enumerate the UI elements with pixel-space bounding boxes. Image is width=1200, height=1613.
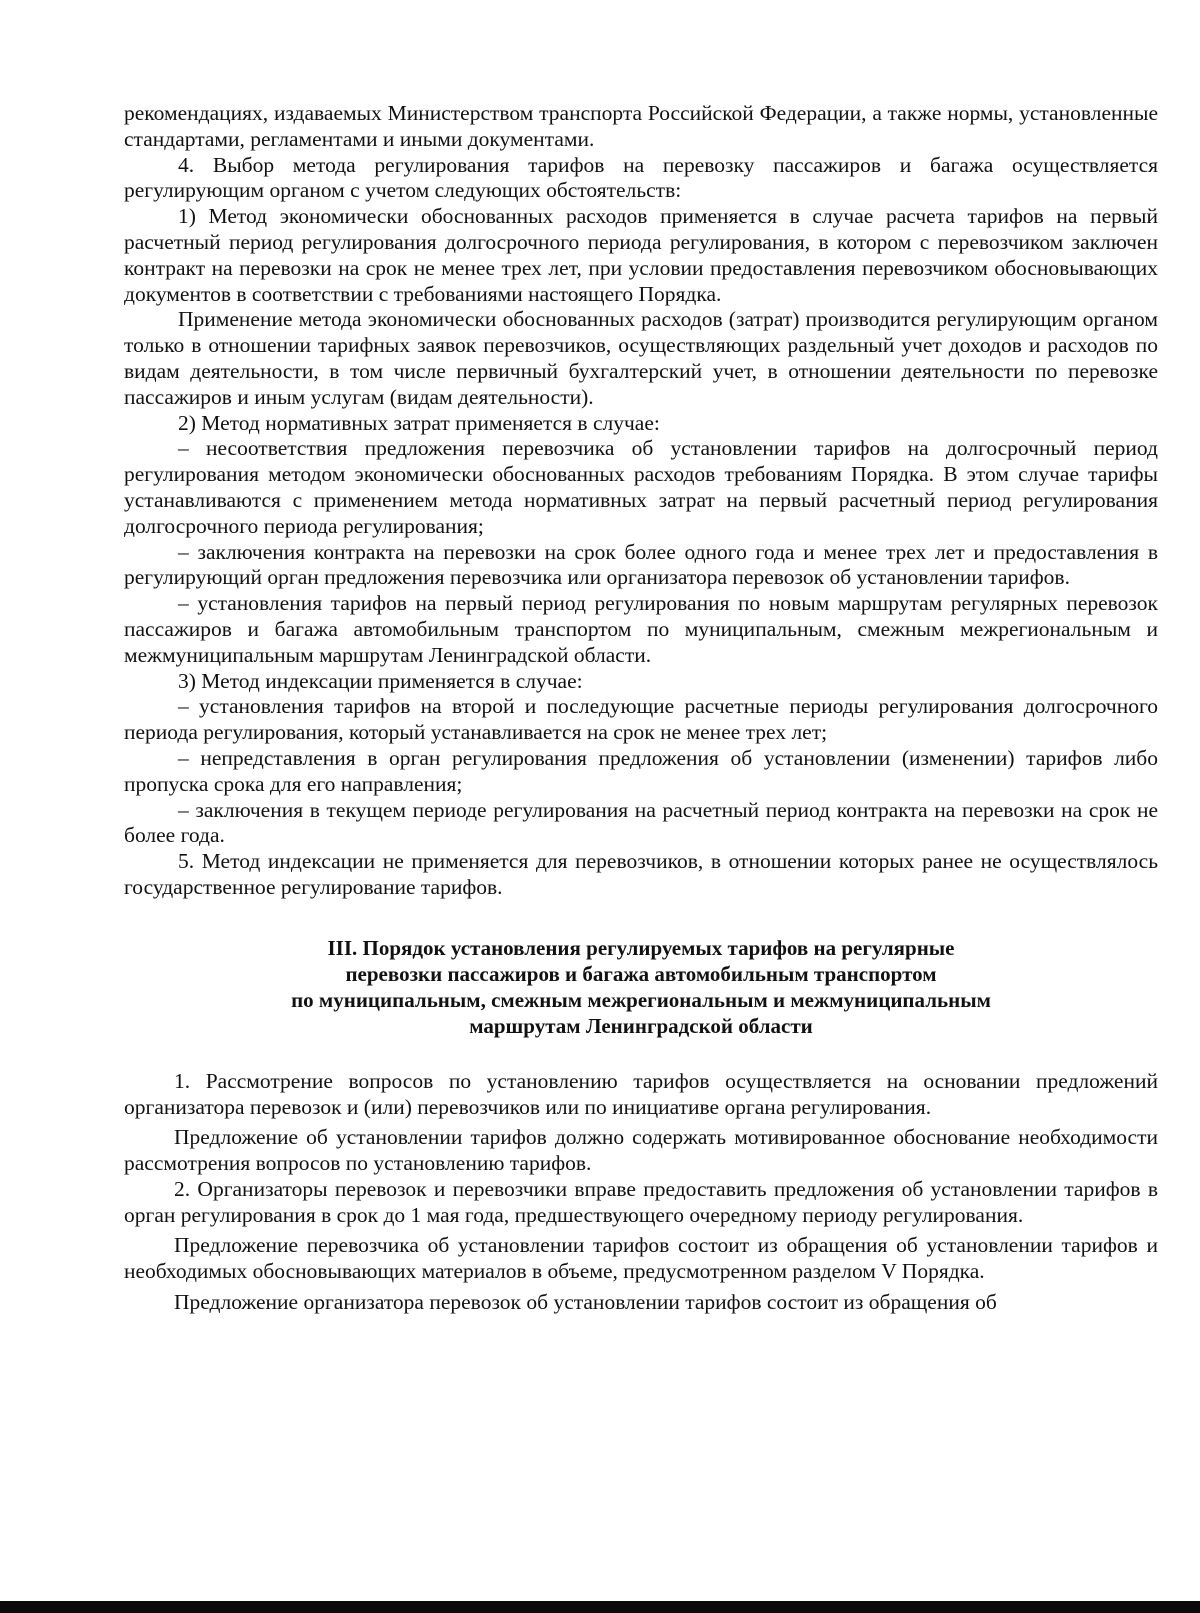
section-heading-line: перевозки пассажиров и багажа автомобильным транспортом	[345, 961, 937, 986]
paragraph: Применение метода экономически обоснованных расходов (затрат) производится регулирующим органом только в отношении тарифных заявок перевозчиков, осуществляющих раздельный учет доходов и расходов по видам деятельности, в том числе первичный бухгалтерский учет, в отношении деятельности по перевозке пассажиров и иным услугам (видам деятельности).	[124, 307, 1158, 409]
section-heading-line: по муниципальным, смежным межрегиональным и межмуниципальным	[291, 987, 991, 1012]
paragraph: рекомендациях, издаваемых Министерством транспорта Российской Федерации, а также нормы, установленные стандартами, регламентами и иными документами.	[124, 101, 1158, 151]
paragraph: 4. Выбор метода регулирования тарифов на перевозку пассажиров и багажа осуществляется регулирующим органом с учетом следующих обстоятельств:	[124, 152, 1158, 203]
paragraph: 1) Метод экономически обоснованных расходов применяется в случае расчета тарифов на первый расчетный период регулирования долгосрочного периода регулирования, в котором с перевозчиком заключен контракт на перевозки на срок не менее трех лет, при условии предоставления перевозчиком обосновывающих документов в соответствии с требованиями настоящего Порядка.	[124, 204, 1158, 306]
paragraph: 2) Метод нормативных затрат применяется в случае:	[178, 410, 660, 435]
document-page	[124, 101, 1158, 1316]
paragraph: 2. Организаторы перевозок и перевозчики вправе предоставить предложения об установлении тарифов в орган регулирования в срок до 1 мая года, предшествующего очередному периоду регулирования.	[124, 1176, 1158, 1227]
paragraph: – заключения контракта на перевозки на срок более одного года и менее трех лет и предоставления в регулирующий орган предложения перевозчика или организатора перевозок об установлении тарифов.	[124, 539, 1158, 590]
paragraph: – несоответствия предложения перевозчика об установлении тарифов на долгосрочный период регулирования методом экономически обоснованных расходов требованиям Порядка. В этом случае тарифы устанавливаются с применением метода нормативных затрат на первый расчетный период регулирования долгосрочного периода регулирования;	[124, 436, 1158, 538]
paragraph: Предложение об установлении тарифов должно содержать мотивированное обоснование необходимости рассмотрения вопросов по установлению тарифов.	[124, 1125, 1158, 1176]
paragraph: 1. Рассмотрение вопросов по установлению тарифов осуществляется на основании предложений организатора перевозок и (или) перевозчиков или по инициативе органа регулирования.	[124, 1068, 1158, 1119]
section-heading	[124, 935, 1158, 1039]
paragraph: – заключения в текущем периоде регулирования на расчетный период контракта на перевозки на срок не более года.	[124, 797, 1158, 848]
section-heading-line: III. Порядок установления регулируемых тарифов на регулярные	[327, 935, 955, 960]
scan-edge-bar	[0, 1601, 1200, 1613]
paragraph: 5. Метод индексации не применяется для перевозчиков, в отношении которых ранее не осуществлялось государственное регулирование тарифов.	[124, 849, 1158, 899]
paragraph: – непредставления в орган регулирования предложения об установлении (изменении) тарифов либо пропуска срока для его направления;	[124, 745, 1158, 796]
paragraph: – установления тарифов на второй и последующие расчетные периоды регулирования долгосрочного периода регулирования, который устанавливается на срок не менее трех лет;	[124, 694, 1158, 745]
section-heading-line: маршрутам Ленинградской области	[469, 1013, 813, 1038]
paragraph: 3) Метод индексации применяется в случае:	[178, 668, 583, 693]
paragraph: Предложение организатора перевозок об установлении тарифов состоит из обращения об	[174, 1290, 997, 1315]
paragraph: – установления тарифов на первый период регулирования по новым маршрутам регулярных перевозок пассажиров и багажа автомобильным транспортом по муниципальным, смежным межрегиональным и межмуниципальным маршрутам Ленинградской области.	[124, 591, 1158, 667]
paragraph: Предложение перевозчика об установлении тарифов состоит из обращения об установлении тарифов и необходимых обосновывающих материалов в объеме, предусмотренном разделом V Порядка.	[124, 1233, 1158, 1284]
